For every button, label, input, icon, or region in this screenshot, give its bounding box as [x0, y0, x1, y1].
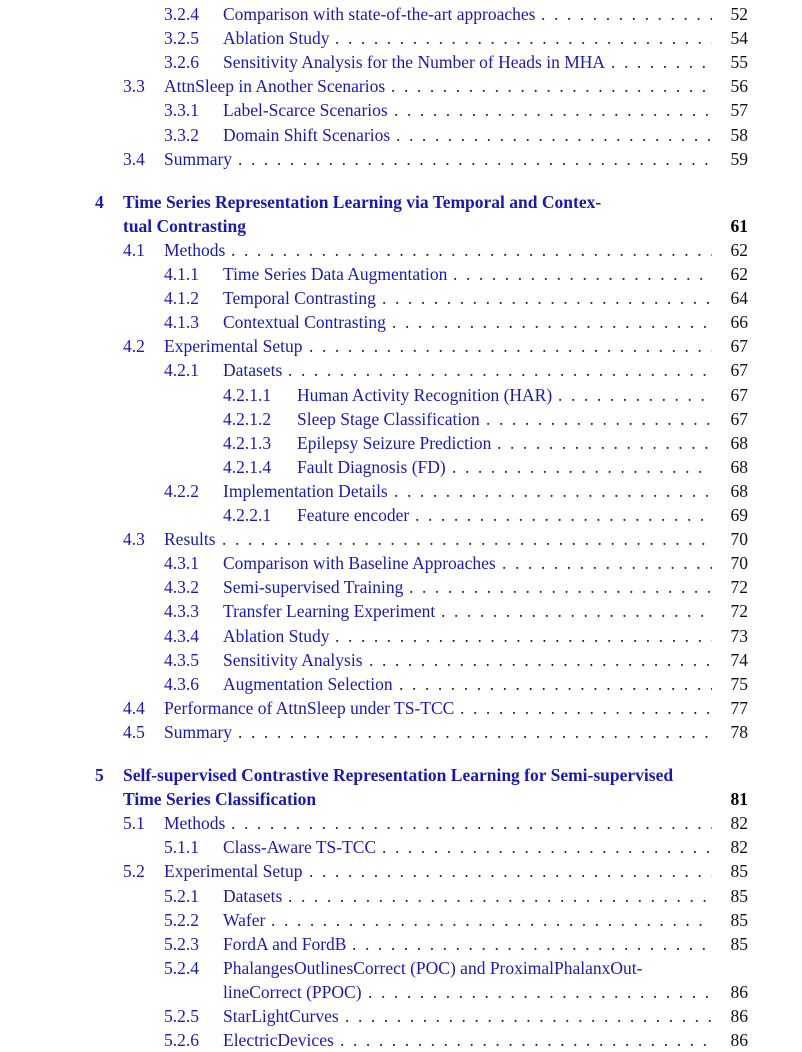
- toc-entry[interactable]: [0, 835, 802, 859]
- toc-entry[interactable]: [0, 262, 802, 286]
- toc-entry-number: 5.2.4: [164, 957, 199, 978]
- toc-entry[interactable]: [0, 238, 802, 262]
- toc-page-number: 86: [730, 981, 748, 1002]
- toc-entry-number: 5: [95, 765, 104, 785]
- toc-page-number: 57: [730, 100, 748, 121]
- toc-entry-number: 4.1: [123, 239, 145, 260]
- toc-entry[interactable]: [0, 1028, 802, 1052]
- toc-entry-title[interactable]: Time Series Representation Learning via Temporal and Contex-: [123, 191, 602, 212]
- toc-page-number: 55: [730, 52, 748, 73]
- toc-leader-dots: [231, 238, 712, 262]
- toc-leader-dots: [409, 575, 712, 599]
- toc-entry-title[interactable]: Epilepsy Seizure Prediction: [297, 432, 492, 453]
- toc-entry-title-continued[interactable]: Time Series Classification: [123, 789, 317, 810]
- toc-leader-dots: [452, 455, 712, 479]
- toc-page-number: 70: [730, 529, 748, 550]
- toc-page-number: 70: [730, 553, 748, 574]
- toc-page-number: 61: [730, 215, 748, 236]
- toc-entry-number: 5.2.6: [164, 1030, 199, 1051]
- toc-entry-number: 4: [95, 191, 104, 212]
- toc-page-number: 67: [730, 360, 748, 381]
- toc-page-number: 85: [730, 861, 748, 882]
- toc-page-number: 82: [730, 813, 748, 834]
- toc-page-number: 56: [730, 76, 748, 97]
- toc-entry-title-continued[interactable]: lineCorrect (PPOC): [223, 981, 362, 1002]
- toc-entry[interactable]: [0, 383, 802, 407]
- toc-entry-title[interactable]: Experimental Setup: [164, 861, 303, 882]
- toc-page-number: 52: [730, 4, 748, 24]
- toc-entry[interactable]: [0, 334, 802, 358]
- toc-leader-dots: [394, 98, 712, 122]
- toc-entry-number: 4.2.1.3: [223, 432, 272, 453]
- toc-leader-dots: [369, 648, 712, 672]
- toc-page-number: 68: [730, 480, 748, 501]
- toc-entry-title[interactable]: AttnSleep in Another Scenarios: [164, 76, 386, 97]
- toc-page-number: 85: [730, 933, 748, 954]
- toc-chapter-entry[interactable]: [0, 763, 802, 787]
- toc-page-number: 54: [730, 28, 748, 49]
- toc-entry-number: 4.2.1.2: [223, 408, 272, 429]
- toc-leader-dots: [271, 908, 712, 932]
- toc-entry-number: 4.2.1.4: [223, 456, 272, 477]
- toc-entry-title[interactable]: Ablation Study: [223, 28, 330, 49]
- toc-page-number: 67: [730, 408, 748, 429]
- toc-leader-dots: [502, 551, 712, 575]
- toc-entry[interactable]: [0, 503, 802, 527]
- toc-entry-continuation[interactable]: [0, 980, 802, 1004]
- toc-leader-dots: [453, 262, 712, 286]
- toc-page-number: 68: [730, 432, 748, 453]
- toc-leader-dots: [558, 383, 712, 407]
- toc-entry-title[interactable]: PhalangesOutlinesCorrect (POC) and ProximalPhalanxOut-: [223, 957, 643, 978]
- toc-entry-title[interactable]: Methods: [164, 239, 226, 260]
- toc-entry[interactable]: [0, 147, 802, 171]
- toc-entry[interactable]: [0, 932, 802, 956]
- toc-entry-title[interactable]: Results: [164, 529, 216, 550]
- toc-page-number: 67: [730, 384, 748, 405]
- toc-leader-dots: [222, 527, 712, 551]
- toc-entry-number: 4.2.1.1: [223, 384, 272, 405]
- toc-entry-number: 5.1: [123, 813, 145, 834]
- toc-entry[interactable]: [0, 956, 802, 980]
- toc-entry-title[interactable]: Implementation Details: [223, 480, 388, 501]
- toc-entry-number: 5.2.3: [164, 933, 199, 954]
- toc-entry-title[interactable]: Wafer: [223, 909, 266, 930]
- toc-page-number: 67: [730, 336, 748, 357]
- toc-leader-dots: [396, 123, 712, 147]
- toc-page-number: 86: [730, 1030, 748, 1051]
- toc-page-number: 77: [730, 697, 748, 718]
- toc-entry-title[interactable]: Comparison with Baseline Approaches: [223, 553, 496, 574]
- toc-entry[interactable]: [0, 884, 802, 908]
- toc-entry-title[interactable]: Feature encoder: [297, 505, 410, 525]
- toc-leader-dots: [288, 884, 712, 908]
- toc-page-number: 82: [730, 837, 748, 858]
- toc-entry[interactable]: [0, 310, 802, 334]
- toc-entry-title[interactable]: StarLightCurves: [223, 1006, 339, 1026]
- toc-entry-number: 4.5: [123, 721, 145, 742]
- toc-entry[interactable]: [0, 672, 802, 696]
- toc-entry-title[interactable]: Domain Shift Scenarios: [223, 124, 391, 145]
- toc-entry[interactable]: [0, 2, 802, 26]
- toc-entry-number: 4.3.4: [164, 625, 199, 646]
- toc-leader-dots: [415, 503, 712, 527]
- toc-entry-title[interactable]: Sensitivity Analysis for the Number of Heads in MHA: [223, 52, 606, 73]
- toc-entry-number: 5.1.1: [164, 837, 199, 858]
- toc-page-number: 81: [730, 789, 748, 810]
- toc-leader-dots: [497, 431, 712, 455]
- toc-page-number: 78: [730, 721, 748, 742]
- toc-leader-dots: [335, 26, 712, 50]
- toc-entry-title[interactable]: Self-supervised Contrastive Representation Learning for Semi-supervised: [123, 765, 674, 785]
- toc-leader-dots: [352, 932, 712, 956]
- toc-entry[interactable]: [0, 407, 802, 431]
- toc-entry-number: 5.2.2: [164, 909, 199, 930]
- toc-entry-number: 4.4: [123, 697, 145, 718]
- toc-entry-title[interactable]: Comparison with state-of-the-art approaches: [223, 4, 536, 24]
- toc-page-number: 72: [730, 577, 748, 598]
- toc-entry-title[interactable]: Sensitivity Analysis: [223, 649, 363, 670]
- toc-entry[interactable]: [0, 624, 802, 648]
- toc-entry-number: 4.3: [123, 529, 145, 550]
- toc-leader-dots: [611, 50, 712, 74]
- toc-leader-dots: [486, 407, 712, 431]
- toc-entry-title[interactable]: Methods: [164, 813, 226, 834]
- toc-entry[interactable]: [0, 286, 802, 310]
- toc-page-number: 62: [730, 239, 748, 260]
- toc-entry[interactable]: [0, 123, 802, 147]
- toc-page-number: 72: [730, 601, 748, 622]
- toc-entry-number: 5.2: [123, 861, 145, 882]
- toc-leader-dots: [231, 811, 712, 835]
- toc-entry[interactable]: [0, 455, 802, 479]
- toc-entry-title[interactable]: Experimental Setup: [164, 336, 303, 357]
- toc-leader-dots: [238, 720, 712, 744]
- toc-entry-number: 4.3.1: [164, 553, 199, 574]
- toc-entry-number: 4.1.2: [164, 288, 199, 309]
- toc-entry-number: 5.2.5: [164, 1006, 199, 1026]
- toc-entry-number: 3.2.4: [164, 4, 199, 24]
- toc-leader-dots: [441, 599, 712, 623]
- toc-leader-dots: [288, 358, 712, 382]
- toc-page-number: 85: [730, 909, 748, 930]
- toc-entry-title[interactable]: FordA and FordB: [223, 933, 347, 954]
- toc-page-number: 69: [730, 505, 748, 525]
- toc-entry-title[interactable]: ElectricDevices: [223, 1030, 334, 1051]
- toc-entry-title[interactable]: Summary: [164, 148, 233, 169]
- toc-entry-number: 5.2.1: [164, 885, 199, 906]
- toc-entry-title-continued[interactable]: tual Contrasting: [123, 215, 246, 236]
- toc-entry-title[interactable]: Temporal Contrasting: [223, 288, 376, 309]
- toc-leader-dots: [541, 2, 712, 26]
- toc-leader-dots: [382, 286, 712, 310]
- toc-entry[interactable]: [0, 527, 802, 551]
- toc-entry[interactable]: [0, 74, 802, 98]
- toc-entry[interactable]: [0, 908, 802, 932]
- toc-leader-dots: [335, 624, 712, 648]
- toc-page-number: 64: [730, 288, 748, 309]
- toc-entry-number: 4.3.2: [164, 577, 199, 598]
- toc-entry[interactable]: [0, 1004, 802, 1028]
- toc-leader-dots: [399, 672, 712, 696]
- toc-entry[interactable]: [0, 551, 802, 575]
- toc-leader-dots: [238, 147, 712, 171]
- toc-entry[interactable]: [0, 599, 802, 623]
- toc-entry-title[interactable]: Time Series Data Augmentation: [223, 264, 448, 284]
- toc-entry[interactable]: [0, 648, 802, 672]
- toc-entry-title[interactable]: Sleep Stage Classification: [297, 408, 480, 429]
- toc-entry-title[interactable]: Transfer Learning Experiment: [223, 601, 436, 622]
- toc-page-number: 59: [730, 148, 748, 169]
- toc-page-number: 66: [730, 312, 748, 333]
- toc-entry-number: 4.2.2.1: [223, 505, 272, 525]
- toc-entry[interactable]: [0, 720, 802, 744]
- toc-chapter-entry[interactable]: [0, 190, 802, 214]
- toc-entry-title[interactable]: Datasets: [223, 360, 283, 381]
- toc-entry-number: 3.4: [123, 148, 145, 169]
- toc-entry[interactable]: [0, 98, 802, 122]
- toc-entry-title[interactable]: Augmentation Selection: [223, 673, 393, 694]
- toc-entry[interactable]: [0, 479, 802, 503]
- toc-entry-title[interactable]: Class-Aware TS-TCC: [223, 837, 377, 858]
- toc-entry[interactable]: [0, 358, 802, 382]
- toc-leader-dots: [391, 74, 712, 98]
- toc-page-number: 73: [730, 625, 748, 646]
- toc-entry[interactable]: [0, 859, 802, 883]
- toc-entry-number: 4.2: [123, 336, 145, 357]
- toc-leader-dots: [345, 1004, 712, 1028]
- toc-entry-number: 4.1.3: [164, 312, 199, 333]
- toc-leader-dots: [368, 980, 712, 1004]
- toc-entry-continuation[interactable]: [0, 787, 802, 811]
- toc-page-number: 58: [730, 124, 748, 145]
- toc-entry[interactable]: [0, 431, 802, 455]
- toc-entry-title[interactable]: Ablation Study: [223, 625, 330, 646]
- toc-page-number: 75: [730, 673, 748, 694]
- toc-entry-number: 3.3: [123, 76, 145, 97]
- toc-entry-number: 3.3.2: [164, 124, 199, 145]
- toc-entry[interactable]: [0, 575, 802, 599]
- toc-entry-title[interactable]: Human Activity Recognition (HAR): [297, 384, 553, 405]
- toc-leader-dots: [309, 859, 712, 883]
- toc-entry-title[interactable]: Contextual Contrasting: [223, 312, 386, 333]
- toc-page-number: 86: [730, 1006, 748, 1026]
- toc-entry-number: 3.2.6: [164, 52, 199, 73]
- toc-entry-number: 3.3.1: [164, 100, 199, 121]
- toc-entry-title[interactable]: Datasets: [223, 885, 283, 906]
- toc-entry-number: 4.3.6: [164, 673, 199, 694]
- toc-entry-title[interactable]: Semi-supervised Training: [223, 577, 404, 598]
- toc-entry[interactable]: [0, 811, 802, 835]
- toc-entry-number: 4.1.1: [164, 264, 199, 284]
- toc-entry-number: 4.3.3: [164, 601, 199, 622]
- toc-leader-dots: [382, 835, 712, 859]
- toc-entry-title[interactable]: Performance of AttnSleep under TS-TCC: [164, 697, 455, 718]
- toc-entry[interactable]: [0, 26, 802, 50]
- toc-page-number: 68: [730, 456, 748, 477]
- toc-entry[interactable]: [0, 50, 802, 74]
- toc-entry-title[interactable]: Fault Diagnosis (FD): [297, 456, 446, 477]
- toc-page-number: 62: [730, 264, 748, 284]
- toc-page-number: 74: [730, 649, 748, 670]
- toc-entry-number: 4.2.1: [164, 360, 199, 381]
- toc-entry-continuation[interactable]: [0, 214, 802, 238]
- toc-leader-dots: [309, 334, 712, 358]
- toc-entry-number: 3.2.5: [164, 28, 199, 49]
- toc-entry-title[interactable]: Label-Scarce Scenarios: [223, 100, 388, 121]
- toc-entry-number: 4.2.2: [164, 480, 199, 501]
- toc-entry[interactable]: [0, 696, 802, 720]
- toc-leader-dots: [394, 479, 712, 503]
- toc-leader-dots: [392, 310, 712, 334]
- toc-entry-title[interactable]: Summary: [164, 721, 233, 742]
- toc-leader-dots: [460, 696, 712, 720]
- toc-page-number: 85: [730, 885, 748, 906]
- toc-entry-number: 4.3.5: [164, 649, 199, 670]
- toc-leader-dots: [340, 1028, 712, 1052]
